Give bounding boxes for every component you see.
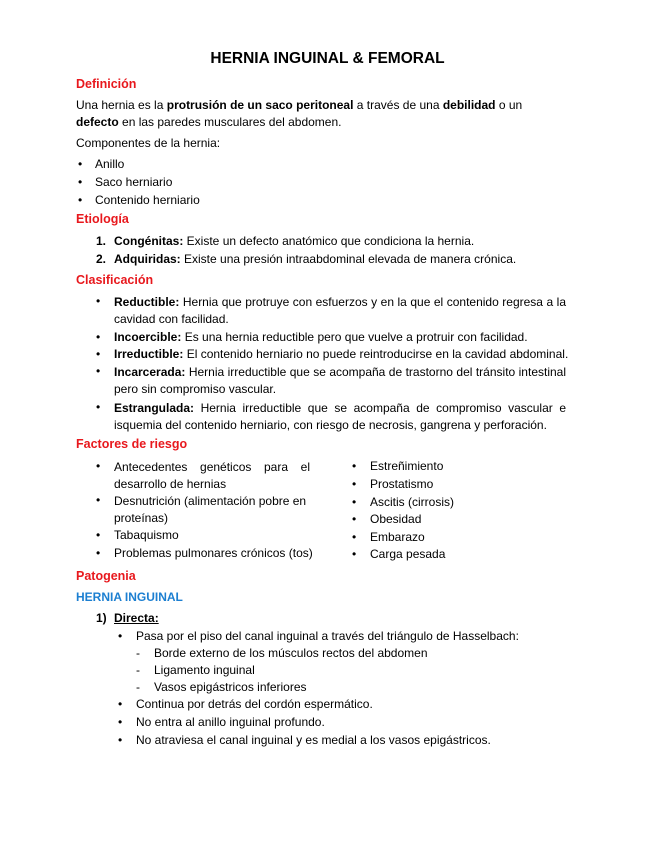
bullet-icon: •: [96, 546, 101, 560]
term: Reductible:: [114, 295, 180, 309]
term: Estrangulada:: [114, 401, 195, 415]
dash-icon: -: [136, 680, 140, 694]
bullet-icon: •: [96, 330, 101, 344]
heading-etiologia: Etiología: [76, 212, 129, 226]
bullet-icon: •: [118, 629, 123, 643]
term-text: Es una hernia reductible pero que vuelve a protruir con facilidad.: [181, 330, 528, 344]
subitem: Vasos epigástricos inferiores: [154, 680, 307, 694]
bullet-icon: •: [352, 547, 357, 561]
component-item: Contenido herniario: [95, 193, 200, 207]
factor-item: Estreñimiento: [370, 459, 444, 473]
term: Adquiridas:: [114, 252, 181, 266]
directa-item: Pasa por el piso del canal inguinal a través del triángulo de Hasselbach:: [136, 629, 519, 643]
text-run: en las paredes musculares del abdomen.: [118, 115, 342, 129]
components-label: Componentes de la hernia:: [76, 136, 221, 150]
factor-item: Ascitis (cirrosis): [370, 495, 454, 509]
component-item: Anillo: [95, 157, 125, 171]
bullet-icon: •: [96, 294, 101, 308]
bullet-icon: •: [352, 530, 357, 544]
dash-icon: -: [136, 646, 140, 660]
bullet-icon: •: [96, 493, 101, 507]
term: Incoercible:: [114, 330, 182, 344]
bold-run: debilidad: [442, 98, 496, 112]
bullet-icon: •: [96, 400, 101, 414]
directa-item: No atraviesa el canal inguinal y es medial a los vasos epigástricos.: [136, 733, 491, 747]
factor-item: Tabaquismo: [114, 528, 179, 542]
subheading-hernia-inguinal: HERNIA INGUINAL: [76, 590, 183, 604]
text-run: Una hernia es la: [76, 98, 167, 112]
etiologia-item: [114, 234, 474, 248]
factor-item: Prostatismo: [370, 477, 434, 491]
term: Congénitas:: [114, 234, 184, 248]
term: Irreductible:: [114, 347, 184, 361]
bullet-icon: •: [352, 477, 357, 491]
clasificacion-item: [114, 400, 566, 434]
heading-factores: Factores de riesgo: [76, 437, 188, 451]
bullet-icon: •: [352, 495, 357, 509]
term: Incarcerada:: [114, 365, 186, 379]
bold-run: protrusión de un saco peritoneal: [166, 98, 354, 112]
bullet-icon: •: [118, 733, 123, 747]
list-number: 2.: [96, 252, 107, 266]
etiologia-item: [114, 252, 516, 266]
factor-item: Problemas pulmonares crónicos (tos): [114, 546, 313, 560]
directa-item: No entra al anillo inguinal profundo.: [136, 715, 325, 729]
list-number: 1.: [96, 234, 107, 248]
bullet-icon: •: [96, 347, 101, 361]
heading-clasificacion: Clasificación: [76, 273, 154, 287]
term-text: Hernia irreductible que se acompaña de trastorno del tránsito intestinal pero sin compromiso vascular.: [114, 365, 566, 396]
factor-item: Obesidad: [370, 512, 422, 526]
text-run: a través de una: [353, 98, 443, 112]
factor-item: Antecedentes genéticos para el desarrollo de hernias: [114, 460, 310, 491]
term-text: Hernia irreductible que se acompaña de compromiso vascular e isquemia del contenido herniario, con riesgo de necrosis, gangrena y perforación.: [114, 401, 566, 432]
factor-item: Desnutrición (alimentación pobre en proteínas): [114, 494, 307, 525]
bullet-icon: •: [78, 193, 83, 207]
clasificacion-item: [114, 364, 566, 398]
page-title: HERNIA INGUINAL & FEMORAL: [210, 50, 445, 67]
directa-label: [114, 611, 159, 625]
subitem: Borde externo de los músculos rectos del abdomen: [154, 646, 428, 660]
text-run: o un: [495, 98, 523, 112]
term-text: Existe una presión intraabdominal elevada de manera crónica.: [180, 252, 517, 266]
directa-item: Continua por detrás del cordón espermático.: [136, 697, 373, 711]
factor-item: Carga pesada: [370, 547, 446, 561]
dash-icon: -: [136, 663, 140, 677]
bullet-icon: •: [118, 715, 123, 729]
bullet-icon: •: [352, 459, 357, 473]
subitem: Ligamento inguinal: [154, 663, 255, 677]
bullet-icon: •: [78, 157, 83, 171]
bullet-icon: •: [96, 364, 101, 378]
factor-item: Embarazo: [370, 530, 425, 544]
bullet-icon: •: [96, 528, 101, 542]
heading-definicion: Definición: [76, 77, 137, 91]
clasificacion-item: [114, 347, 568, 361]
term-text: Existe un defecto anatómico que condiciona la hernia.: [183, 234, 475, 248]
bullet-icon: •: [96, 459, 101, 473]
definition-paragraph: [76, 97, 566, 131]
directa-label-text: Directa:: [114, 611, 159, 625]
clasificacion-item: [114, 330, 528, 344]
bold-run: defecto: [76, 115, 119, 129]
heading-patogenia: Patogenia: [76, 569, 136, 583]
list-number: 1): [96, 611, 107, 625]
component-item: Saco herniario: [95, 175, 173, 189]
bullet-icon: •: [118, 697, 123, 711]
term-text: Hernia que protruye con esfuerzos y en la que el contenido regresa a la cavidad con facilidad.: [114, 295, 566, 326]
bullet-icon: •: [352, 512, 357, 526]
term-text: El contenido herniario no puede reintroducirse en la cavidad abdominal.: [183, 347, 569, 361]
bullet-icon: •: [78, 175, 83, 189]
clasificacion-item: [114, 294, 566, 328]
